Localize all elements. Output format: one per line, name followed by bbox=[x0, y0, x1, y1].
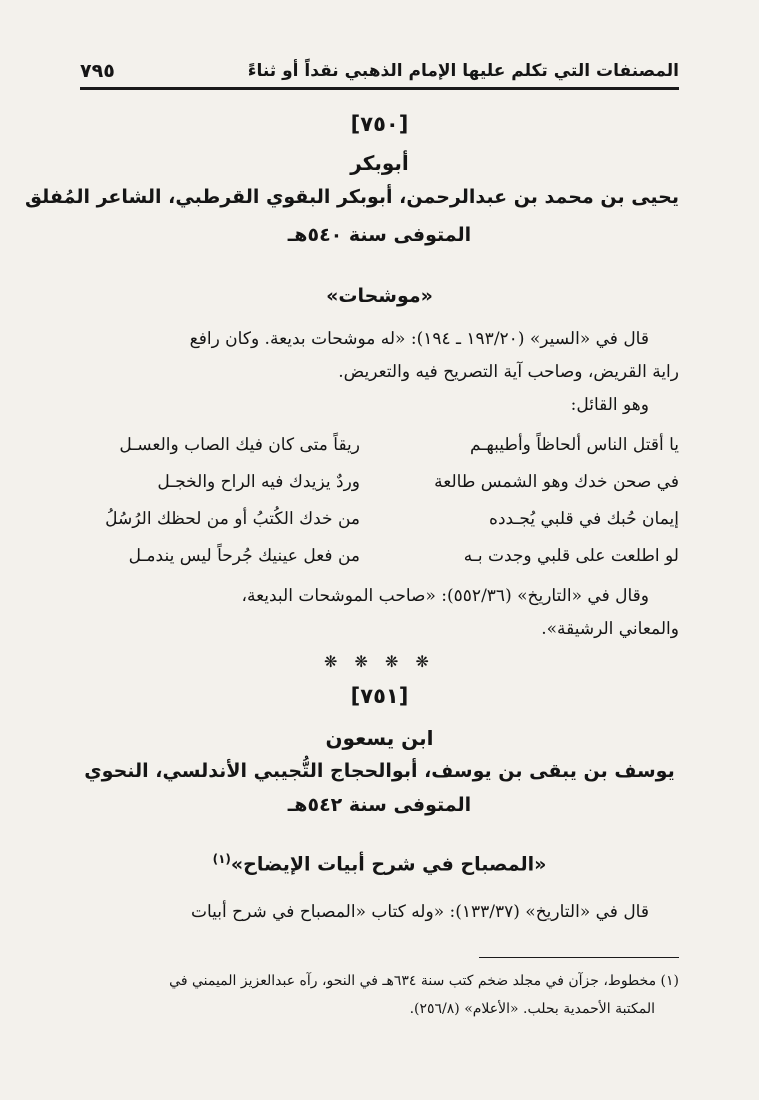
paragraph-line: وقال في «التاريخ» (٥٥٢/٣٦): «صاحب الموشحات البديعة، bbox=[241, 586, 649, 606]
paragraph-line: قال في «السير» (١٩٣/٢٠ ـ ١٩٤): «له موشحات بديعة. وكان رافع bbox=[189, 329, 649, 349]
verse-row bbox=[80, 435, 679, 469]
verse-first-hemistich: يا أقتل الناس ألحاظاً وأطيبهـم bbox=[470, 435, 679, 455]
entry-full-name: يحيى بن محمد بن عبدالرحمن، أبوبكر البقوي القرطبي، الشاعر المُفلق bbox=[25, 186, 679, 208]
running-title: المصنفات التي تكلم عليها الإمام الذهبي نقداً أو ثناءً bbox=[247, 61, 679, 81]
entry-short-name: أبوبكر bbox=[350, 151, 409, 175]
page-header bbox=[80, 55, 679, 90]
entry-paragraph bbox=[80, 580, 679, 646]
footnote-line: (١) مخطوط، جزآن في مجلد ضخم كتب سنة ٦٣٤هـ في النحو، رآه عبدالعزيز الميمني في bbox=[169, 973, 679, 989]
paragraph-line: قال في «التاريخ» (١٣٣/٣٧): «وله كتاب «المصباح في شرح أبيات bbox=[190, 902, 649, 922]
entry-death-year: المتوفى سنة ٥٤٠هـ bbox=[287, 224, 472, 246]
paragraph-line: راية القريض، وصاحب آية التصريح فيه والتعريض. bbox=[338, 362, 679, 382]
entry-paragraph bbox=[80, 896, 679, 929]
verse-first-hemistich: إيمان حُبك في قلبي يُجـدده bbox=[489, 509, 679, 529]
verse-second-hemistich: من فعل عينيك جُرحاً ليس يندمـل bbox=[128, 546, 360, 566]
book-title-text: «المصباح في شرح أبيات الإيضاح» bbox=[230, 853, 547, 876]
verse-second-hemistich: ريقاً متى كان فيك الصاب والعسـل bbox=[119, 435, 360, 455]
verse-row bbox=[80, 546, 679, 580]
verse-second-hemistich: من خدك الكُتبُ أو من لحظك الرُسُلُ bbox=[105, 509, 360, 529]
page-number: ٧٩٥ bbox=[80, 60, 115, 82]
book-title bbox=[80, 852, 679, 875]
entry-number: [٧٥٠] bbox=[350, 112, 409, 136]
verse-second-hemistich: وردٌ يزيدك فيه الراح والخجـل bbox=[157, 472, 360, 492]
verse-row bbox=[80, 509, 679, 543]
footnote-rule bbox=[479, 957, 679, 958]
entry-number: [٧٥١] bbox=[350, 684, 409, 708]
entry-full-name: يوسف بن يبقى بن يوسف، أبوالحجاج التُّجيبي الأندلسي، النحوي bbox=[84, 760, 675, 782]
verse-first-hemistich: في صحن خدك وهو الشمس طالعة bbox=[434, 472, 679, 492]
section-separator: ❋ ❋ ❋ ❋ bbox=[324, 652, 435, 671]
footnote bbox=[80, 967, 679, 1023]
book-title: «موشحات» bbox=[326, 285, 433, 307]
paragraph-line: والمعاني الرشيقة». bbox=[541, 619, 679, 639]
verse-first-hemistich: لو اطلعت على قلبي وجدت بـه bbox=[463, 546, 679, 566]
entry-death-year: المتوفى سنة ٥٤٢هـ bbox=[287, 794, 472, 816]
poet-intro: وهو القائل: bbox=[570, 395, 649, 415]
footnote-marker: (١) bbox=[212, 852, 231, 866]
verse-row bbox=[80, 472, 679, 506]
entry-short-name: ابن يسعون bbox=[325, 726, 434, 750]
entry-paragraph bbox=[80, 323, 679, 422]
footnote-line: المكتبة الأحمدية بحلب. «الأعلام» (٢٥٦/٨). bbox=[409, 1001, 655, 1017]
